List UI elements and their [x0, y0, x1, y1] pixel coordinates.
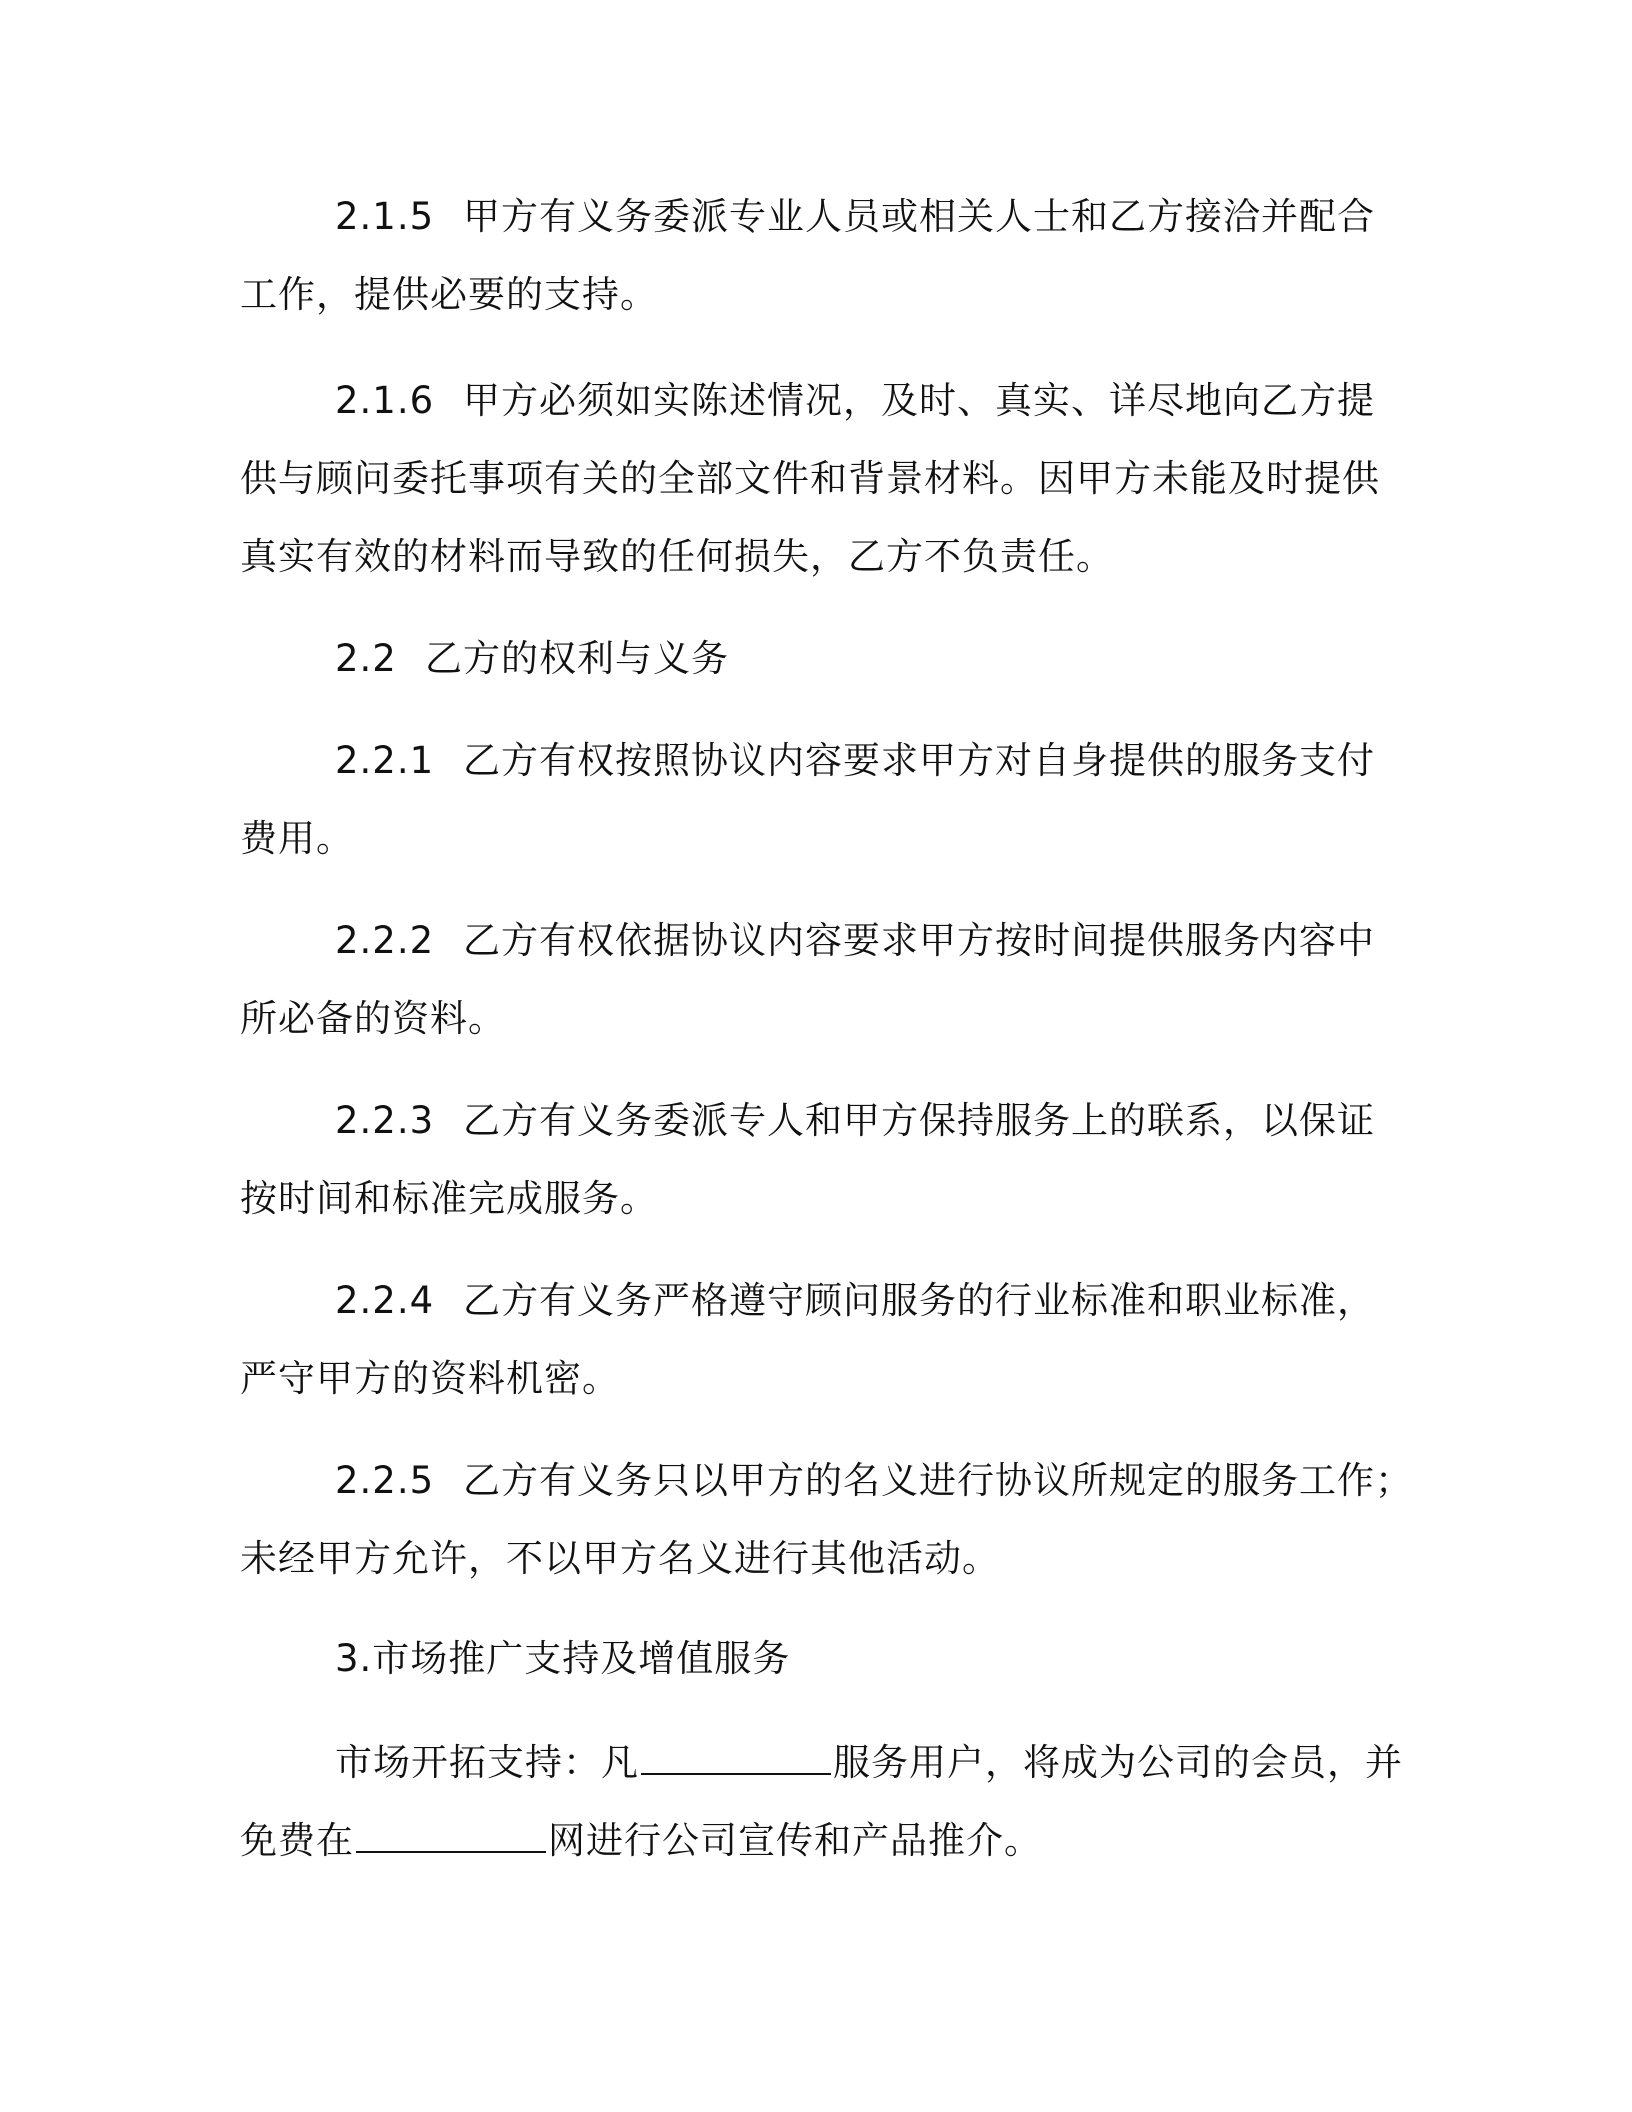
clause-number: 2.2.1: [335, 739, 435, 782]
section-number: 2.2: [335, 637, 397, 680]
clause-text: 乙方有义务委派专人和甲方保持服务上的联系，以保证: [463, 1099, 1375, 1142]
clause-number: 2.1.5: [335, 195, 435, 238]
clause-2-2-4: [240, 1262, 1380, 1418]
clause-number: 2.2.4: [335, 1279, 435, 1322]
market-text: 服务用户，将成为公司的会员，并: [833, 1741, 1403, 1784]
clause-2-2-1: [240, 722, 1380, 878]
section-title: 乙方的权利与义务: [425, 637, 729, 680]
clause-number: 2.2.3: [335, 1099, 435, 1142]
clause-text: 所必备的资料。: [240, 997, 506, 1040]
clause-text: 严守甲方的资料机密。: [240, 1357, 620, 1400]
clause-text: 工作，提供必要的支持。: [240, 273, 658, 316]
clause-text: 乙方有义务只以甲方的名义进行协议所规定的服务工作；: [463, 1459, 1413, 1502]
fill-in-blank: [356, 1821, 546, 1853]
clause-text: 真实有效的材料而导致的任何损失，乙方不负责任。: [240, 535, 1114, 578]
fill-in-blank: [641, 1743, 831, 1775]
clause-number: 2.1.6: [335, 379, 435, 422]
section-3-heading: [240, 1620, 1380, 1698]
clause-2-2-5: [240, 1442, 1413, 1598]
clause-text: 供与顾问委托事项有关的全部文件和背景材料。因甲方未能及时提供: [240, 457, 1380, 500]
clause-2-2-3: [240, 1082, 1380, 1238]
clause-text: 乙方有权按照协议内容要求甲方对自身提供的服务支付: [463, 739, 1375, 782]
clause-text: 乙方有权依据协议内容要求甲方按时间提供服务内容中: [463, 919, 1375, 962]
section-2-2-heading: [240, 620, 1380, 698]
clause-text: 按时间和标准完成服务。: [240, 1177, 658, 1220]
clause-text: 乙方有义务严格遵守顾问服务的行业标准和职业标准，: [463, 1279, 1375, 1322]
clause-text: 甲方有义务委派专业人员或相关人士和乙方接洽并配合: [463, 195, 1375, 238]
clause-text: 费用。: [240, 817, 354, 860]
market-text: 市场开拓支持：凡: [335, 1741, 639, 1784]
clause-number: 2.2.5: [335, 1459, 435, 1502]
market-text: 网进行公司宣传和产品推介。: [548, 1819, 1042, 1862]
section-title: 3.市场推广支持及增值服务: [335, 1637, 791, 1680]
clause-2-2-2: [240, 902, 1380, 1058]
market-text: 免费在: [240, 1819, 354, 1862]
clause-text: 甲方必须如实陈述情况，及时、真实、详尽地向乙方提: [463, 379, 1375, 422]
clause-2-1-6: [240, 362, 1380, 596]
clause-2-1-5: [240, 178, 1380, 334]
clause-text: 未经甲方允许，不以甲方名义进行其他活动。: [240, 1537, 1000, 1580]
market-support-paragraph: [240, 1724, 1403, 1880]
clause-number: 2.2.2: [335, 919, 435, 962]
